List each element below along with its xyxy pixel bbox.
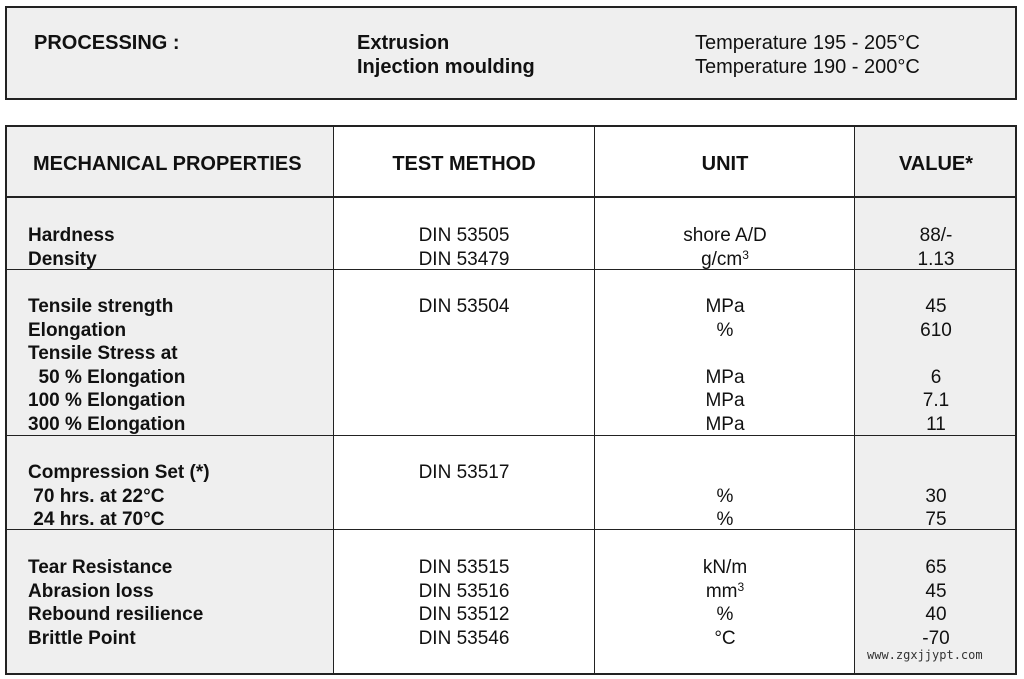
processing-temp-injection: Temperature 190 - 200°C xyxy=(695,56,920,78)
row-property: Rebound resilience xyxy=(28,604,204,626)
properties-table xyxy=(5,125,1017,675)
row-test-method: DIN 53479 xyxy=(418,248,510,270)
row-property: Brittle Point xyxy=(28,627,136,649)
row-property: Tear Resistance xyxy=(28,557,173,578)
header-unit: UNIT xyxy=(701,153,749,175)
row-value: 65 xyxy=(925,557,947,578)
row-unit: % xyxy=(716,319,734,341)
row-value: 1.13 xyxy=(917,248,955,270)
row-property: Elongation xyxy=(28,319,127,341)
row-property: Tensile strength xyxy=(28,296,174,317)
watermark: www.zgxjjypt.com xyxy=(867,648,983,662)
row-unit: % xyxy=(716,485,734,507)
row-value: 6 xyxy=(930,366,942,388)
row-unit-text: mm xyxy=(705,580,738,602)
header-value: VALUE* xyxy=(898,153,974,175)
row-unit-superscript: 3 xyxy=(737,579,745,594)
row-property: Density xyxy=(28,248,97,270)
processing-temp-extrusion: Temperature 195 - 205°C xyxy=(695,32,920,54)
row-test-method: DIN 53505 xyxy=(418,225,510,246)
row-unit: kN/m xyxy=(702,557,748,578)
row-unit: MPa xyxy=(705,296,745,317)
row-value: 610 xyxy=(920,319,952,341)
row-unit-text: g/cm xyxy=(701,248,743,270)
row-property: Compression Set (*) xyxy=(28,462,210,483)
processing-method-extrusion: Extrusion xyxy=(357,32,450,54)
row-unit: MPa xyxy=(705,366,745,388)
processing-box xyxy=(5,6,1017,100)
row-value: 45 xyxy=(925,296,947,317)
row-value: 45 xyxy=(925,580,947,602)
row-unit-superscript: 3 xyxy=(742,247,749,262)
row-value: 30 xyxy=(925,485,947,507)
header-property: MECHANICAL PROPERTIES xyxy=(33,153,302,175)
row-test-method: DIN 53517 xyxy=(418,462,510,483)
row-unit: °C xyxy=(714,627,736,649)
row-unit: MPa xyxy=(705,390,745,412)
row-unit: % xyxy=(716,509,734,531)
row-property: 70 hrs. at 22°C xyxy=(28,485,165,507)
header-test-method: TEST METHOD xyxy=(392,153,536,175)
row-property: Hardness xyxy=(28,225,115,246)
row-unit: MPa xyxy=(705,414,745,435)
row-value: 75 xyxy=(925,509,947,531)
row-value: 88/- xyxy=(919,225,953,246)
row-unit xyxy=(595,248,855,272)
row-property: 24 hrs. at 70°C xyxy=(28,509,165,531)
row-value: -70 xyxy=(922,627,950,649)
processing-title: PROCESSING : xyxy=(34,32,180,54)
row-unit: % xyxy=(716,604,734,626)
header-divider xyxy=(7,196,1015,198)
processing-method-injection: Injection moulding xyxy=(357,56,535,78)
row-test-method: DIN 53515 xyxy=(418,557,510,578)
row-property: 100 % Elongation xyxy=(28,390,186,412)
row-test-method: DIN 53504 xyxy=(418,296,510,317)
row-unit xyxy=(595,580,855,604)
row-property: Abrasion loss xyxy=(28,580,154,602)
row-value: 7.1 xyxy=(922,390,950,412)
row-test-method: DIN 53546 xyxy=(418,627,510,649)
row-value: 11 xyxy=(926,414,946,435)
row-test-method: DIN 53512 xyxy=(418,604,510,626)
row-value: 40 xyxy=(925,604,947,626)
row-property: 300 % Elongation xyxy=(28,414,186,435)
row-property: 50 % Elongation xyxy=(28,366,186,388)
row-test-method: DIN 53516 xyxy=(418,580,510,602)
row-unit: shore A/D xyxy=(683,225,767,246)
row-property: Tensile Stress at xyxy=(28,343,178,365)
